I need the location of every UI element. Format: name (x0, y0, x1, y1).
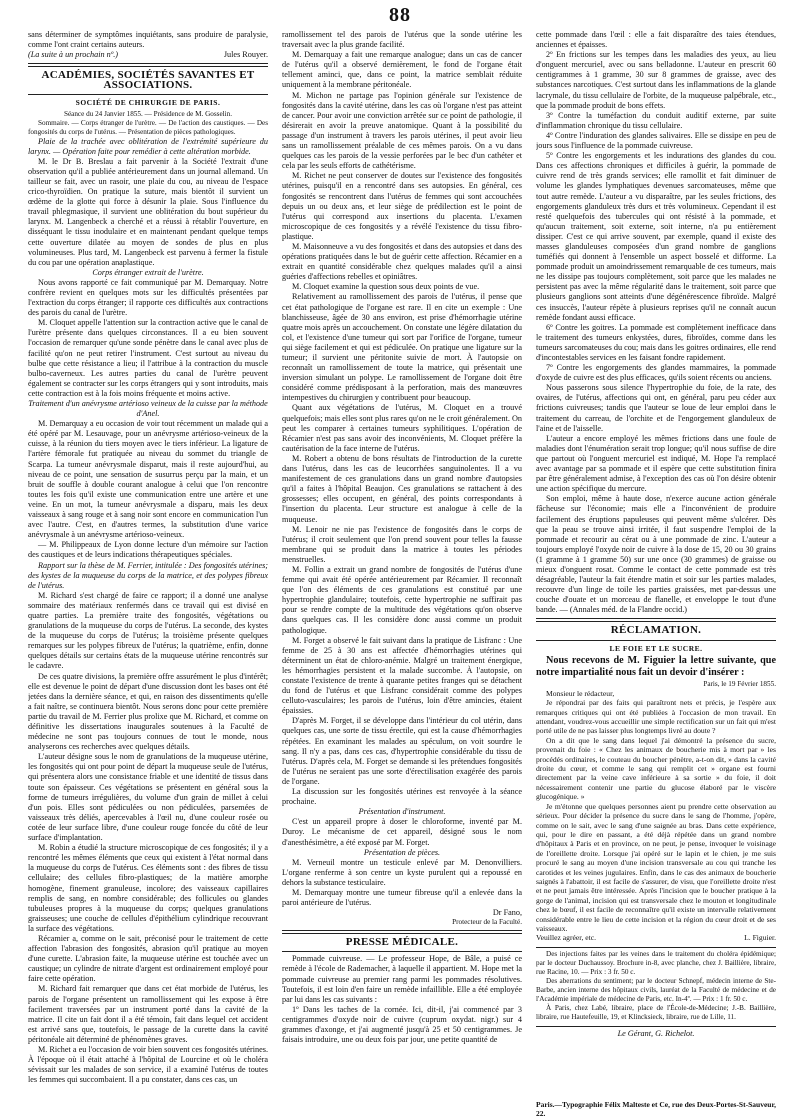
subsection-title: Corps étranger extrait de l'urètre. (92, 267, 204, 277)
paragraph: L'auteur désigne sous le nom de granulations de la muqueuse utérine, les fongosités qui ont pour point de départ la muqueuse seule de l'utérus, qui présentera alors une consistance friable et une identité de tissus dans toute son épaisseur. Ces végétations se présentent en général sous la forme de tumeurs irrégulières, du volume d'un grain de millet à celui d'un pois. Elles sont pédiculées ou non pédiculées, parsemées de vaisseaux très déliés, apercevables à l'œil nu, d'une couleur rosée ou cotée de leur surface libre, d'une couleur rouge foncée du côté de leur surface d'implantation. (28, 752, 268, 843)
paragraph: M. Robert a obtenu de bons résultats de l'introduction de la curette dans l'utérus, dans les cas de leucorrhées sanguinolentes. Il a vu manifestement de ces granulations dans un grand nombre d'autopsies qu'il a faites à l'hôpital Beaujon. Ces granulations se rattachent à des grossesses; elles occupent, en général, des points correspondants à l'insertion du placenta. Leur structure est analogue à celle de la muqueuse. (282, 453, 522, 524)
paragraph: De ces quatre divisions, la première offre assurément le plus d'intérêt; elle est devenue le point de départ d'une discussion dont les bases ont été jetées dans la dernière séance, et qui, en raison des dissentiments qu'elle a fait naître, se continuera bientôt. Nous serons donc pour cette première partie du travail de M. Ferrier plus prolixe que M. Richard, et comme on définitive les dissertations inaugurales soutenues à la Faculté de médecine ne sont pas toujours connues de tout le monde, nous analyserons ces recherches avec quelques détails. (28, 671, 268, 752)
paragraph: M. Maisonneuve a vu des fongosités et dans des autopsies et dans des opérations pratiquées dans le but de guérir cette affection. Récamier en a extrait en quantité considérable chez quelques malades qu'il a ainsi guéries d'affections rebelles et opiniâtres. (282, 241, 522, 282)
paragraph: L'auteur a encore employé les mêmes frictions dans une foule de maladies dont l'énumération serait trop longue; qu'il nous suffise de dire que partout où l'onguent mercuriel est indiqué, M. Hope l'a remplacé avec avantage par sa pommade et il espère que cette substitution finira par être généralement admise, à l'exception des cas où l'on désire obtenir une action spécifique du mercure. (536, 433, 776, 494)
paragraph: 4º Contre l'induration des glandes salivaires. Elle se dissipe en peu de jours sous l'influence de la pommade cuivreuse. (536, 130, 776, 151)
continuation-note: (La suite à un prochain nº.) (28, 50, 119, 60)
society-title: SOCIÉTÉ DE CHIRURGIE DE PARIS. (75, 98, 221, 108)
paragraph: 1º Dans les taches de la cornée. Ici, dit-il, j'ai commencé par 3 centigrammes d'oxyde noir de cuivre (cuprum oxydat. nigr.) sur 4 grammes d'axonge, et j'ai augmenté jusqu'à 25 et 50 centigrammes. Je faisais introduire, une ou deux fois par jour, une petite quantité de (282, 1004, 522, 1045)
paragraph: M. Demarquay a fait une remarque analogue; dans un cas de cancer de l'utérus qu'il a observé dernièrement, le fond de l'organe était tellement aminci, que, dans ce point, la matrice semblait réduite uniquement à la membrane péritonéale. (282, 50, 522, 90)
paragraph: M. Forget a observé le fait suivant dans la pratique de Lisfranc : Une femme de 25 à 30 ans est affectée d'hémorrhagies utérines qui déterminent un état de chloro-anémie. Malgré un traitement énergique, les hémorrhagies persistent et la malade succombe. À l'autopsie, on constate l'existence de trente à quarante petites franges qui se détachent du fond de l'utérus et que Lisfranc considérait comme des polypes celluto-vasculaires; les parois de l'utérus, loin d'être amincies, étaient épaissies. (282, 635, 522, 716)
divider (536, 947, 776, 948)
paragraph: M. Richet a eu l'occasion de voir bien souvent ces fongosités utérines. À l'époque où il était attaché à l'hôpital de Lourcine et où le choléra sévissait sur les malades de son service, il a examiné l'utérus de toutes les femmes qui succombaient. Il a pu constater, dans ces cas, un (28, 1045, 268, 1085)
paragraph: M. Richet ne peut conserver de doutes sur l'existence des fongosités utérines, puisqu'il en a rencontré dans ses autopsies. En général, ces fongosités se rencontrent dans l'utérus de femmes qui sont accouchées depuis un ou deux ans, et leur siège de prédilection est le point de l'utérus qui correspond aux insertions du placenta. L'examen microscopique de ces fongosités y a révélé l'existence du tissu fibro-plastique. (282, 171, 522, 241)
divider (282, 930, 522, 934)
paragraph: — M. Philippeaux de Lyon donne lecture d'un mémoire sur l'action des caustiques et de leurs indications thérapeutiques spéciales. (28, 540, 268, 560)
subsection-title: Traitement d'un anévrysme artérioso veineux de la cuisse par la méthode d'Anel. (28, 399, 268, 419)
paragraph: 6º Contre les goitres. La pommade est complètement inefficace dans le traitement des tumeurs enkystées, dures, fibroïdes, comme dans les tumeurs sarcomateuses du cou; mais dans les goitres ordinaires, elle rend d'incontestables services en les faisant fondre rapidement. (536, 322, 776, 362)
divider (282, 951, 522, 952)
section-title: RÉCLAMATION. (610, 624, 702, 637)
paragraph: M. Verneuil montre un testicule enlevé par M. Denonvilliers. L'organe renferme à son centre un kyste purulent qui a repoussé en dehors la substance testiculaire. (282, 857, 522, 887)
paragraph: D'après M. Forget, il se développe dans l'intérieur du col utérin, dans quelques cas, une sorte de tissu érectile, qui est la cause d'hémorrhagies répétées. En examinant les malades au spéculum, on voit sourdre le sang. Il n'y a pas, dans ces cas, d'hypertrophie considérable du tissu de l'utérus. D'après cela, M. Forget se demande si les prétendues fongosités de l'utérus ne seraient pas une sorte d'érectilisation exagérée des parois de l'organe. (282, 716, 522, 786)
subsection-title: Rapport sur la thèse de M. Ferrier, intitulée : Des fongosités utérines; des kystes de la muqueuse du corps de la matrice, et des polypes fibreux de l'utérus. (28, 560, 268, 590)
announcement: À Paris, chez Labé, libraire, place de l'École-de-Médecine; J.-B. Baillière, libraire, rue Hautefeuille, 19, et Klincksieck, libraire, rue de Lille, 11. (536, 1003, 776, 1021)
divider (536, 1026, 776, 1027)
letter-closing (536, 933, 776, 942)
paragraph: M. Lenoir ne nie pas l'existence de fongosités dans le corps de l'utérus; il croit seulement que l'on prend souvent pour telles la fausse membrane qui se produit dans la matrice à toutes les périodes menstruelles. (282, 524, 522, 564)
subsection-title: LE FOIE ET LE SUCRE. (609, 643, 703, 653)
letter-signature: L. Figuier. (744, 933, 776, 943)
paragraph: Quant aux végétations de l'utérus, M. Cloquet en a trouvé quelquefois; mais elles sont plus rares qu'on ne le croit généralement. On peut les comparer à certaines tumeurs syphilitiques. L'opération de Récamier n'est pas sans avoir des inconvénients, M. Cloquet préfère la cautérisation de la face interne de l'utérus. (282, 403, 522, 453)
paragraph: sans déterminer de symptômes inquiétants, sans produire de paralysie, comme l'ont craint certains auteurs. (28, 30, 268, 50)
column-2 (282, 30, 522, 1090)
summary: Sommaire. — Corps étranger de l'urètre. — De l'action des caustiques. — Des fongosités du corps de l'utérus. — Présentation de pièces pathologiques. (28, 118, 268, 136)
page-number: 88 (389, 4, 411, 26)
letter-salutation: Monsieur le rédacteur, (546, 688, 615, 698)
paragraph: Récamier a, comme on le sait, préconisé pour le traitement de cette affection l'abrasion des fongosités, abrasion qu'il pratique au moyen d'une curette. L'abrasion faite, la muqueuse utérine est touchée avec un caustique; un cylindre de nitrate d'argent est ordinairement employé pour faire cette opération. (28, 933, 268, 984)
signature-role: Protecteur de la Faculté. (452, 918, 522, 927)
subsection-title: Plaie de la trachée avec oblitération de l'extrémité supérieure du larynx. — Opération faite pour remédier à cette altération morbide. (28, 136, 268, 156)
paragraph: Son emploi, même à haute dose, n'exerce aucune action générale fâcheuse sur l'économie; mais elle a l'inconvénient de produire facilement des éruptions papuleuses qui peuvent même s'ulcérer. Dès que la peau se trouve ainsi irritée, il faut suspendre l'emploi de la pommade et recourir au cérat ou à une pommade de zinc. L'auteur a toujours employé l'oxyde noir de cuivre à la dose de 15, 20 ou 30 grains (1 gramme à 1 gramme 50) sur une once (30 grammes) de graisse ou mieux d'onguent rosat. Comme le contact de cette pommade est très désagréable, l'auteur la fait étendre matin et soir sur les parties malades, recouvre d'un linge de toile les parties graissées, met par-dessus une couche d'ouate et un morceau de flanelle, et enveloppe le tout d'une bande. — (Annales méd. de la Flandre occid.) (536, 494, 776, 615)
letter-paragraph: On a dit que le sang dans lequel j'ai démontré la présence du sucre, provenait du foie : « Chez les animaux de boucherie mis à mort par » les procédés ordinaires, le couteau du boucher pénètre, a-t-on dit, » dans la cavité droite du cœur, et comme le sang qui remplit cet » organe est fourni directement par la veine cave inférieure à sa sortie » du foie, il doit nécessairement contenir une partie du glucose élaboré par le viscère glucogénique. » (536, 735, 776, 802)
paragraph: M. Cloquet examine la question sous deux points de vue. (292, 282, 480, 292)
column-3 (536, 30, 776, 1090)
letter-paragraph: Je répondrai par des faits qui paraîtront nets et précis, je l'espère aux remarques critiques qui ont été publiées à l'occasion de mon travail. En attendant, voudrez-vous accueillir une simple rectification sur un fait qui m'est porté utile de ne pas laisser plus longtemps livré au doute ? (536, 698, 776, 736)
paragraph: La discussion sur les fongosités utérines est renvoyée à la séance prochaine. (282, 787, 522, 807)
paragraph: M. Demarquay montre une tumeur fibreuse qu'il a enlevée dans la paroi antérieure de l'utérus. (282, 887, 522, 908)
paragraph: Pommade cuivreuse. — Le professeur Hope, de Bâle, a puisé ce remède à l'école de Rademacher, à laquelle il appartient. M. Hope met la pommade cuivreuse au premier rang parmi les pommades résolutives. Toutefois, il est loin d'en faire un remède infaillible. Elle a été employée par lui dans les cas suivants : (282, 954, 522, 1004)
paragraph: M. Demarquay a eu occasion de voir tout récemment un malade qui a été opéré par M. Lesauvage, pour un anévrysme artérioso-veineux de la cuisse, à la réunion du tiers moyen avec le tiers inférieur. La ligature de l'artère fémorale fut pratiquée au niveau du sommet du triangle de Scarpa. La tumeur anévrysmale disparut, mais il reste aujourd'hui, au niveau de ce point, une sensation de susurrus perçu par la main, et un bruit de souffle à double courant analogue à celui que l'on rencontre toutes les fois qu'il existe une communication entre une artère et une veine. En un mot, la tumeur anévrysmale a disparu, mais les deux vaisseaux à sang rouge et à sang noir sont encore en communication l'un avec l'autre. C'est, en d'autres termes, la substitution d'une varice anévrysmale à un anévrysme artérioso-veineux. (28, 419, 268, 540)
paragraph: Nous avons rapporté ce fait communiqué par M. Demarquay. Notre confrère revient en quelques mots sur les difficultés présentées par l'extraction du corps étranger; il rapporte ces difficultés aux contractions des parois du canal de l'urètre. (28, 277, 268, 318)
subsection-title: Présentation de pièces. (363, 847, 441, 857)
divider (536, 618, 776, 622)
letter-paragraph: Je m'étonne que quelques personnes aient pu prendre cette observation au sérieux. Pour décider la présence du sucre dans le sang de l'homme, j'opère, comme on le sait, avec le sang d'une saignée au bras. Dans cette expérience, qui, pour le dire en passant, a été déjà répétée dans un grand nombre d'hôpitaux à Paris et en province, on ne peut, je pense, invoquer le voisinage de l'oreillette droite. Lorsque j'ai opéré sur le lapin et le chien, je me suis procuré le sang au moyen d'une incision transversale au cou qui tranche les carotides et les veines jugulaires. Enfin, dans le cas des animaux de boucherie saignés à l'abattoir, il est facile de s'assurer, de visu, que l'oreillette droite n'est et ne peut jamais être intéressée. Après l'incision que le boucher pratique à la gorge de l'animal, incision qui est transversale chez le mouton et longitudinale chez le bœuf, il est facile de reconnaître qu'il existe un intervalle relativement considérable entre le lieu de cette incision et la région du cœur droit et de ses vaisseaux. (536, 801, 776, 933)
paragraph: M. le Dr B. Breslau a fait parvenir à la Société l'extrait d'une observation qu'il a publiée antérieurement dans un journal allemand. Un tailleur se fait, avec un rasoir, une plaie du cou, au niveau de l'espace crico-thyroïdien. On pratique la suture, mais bientôt il survient un œdème de la glotte qui force à désunir la plaie. Sous l'influence du travail phlegmasique, il survient une oblitération du bout supérieur du larynx. M. Langenbeck a cherché et a réussi à rétablir l'ouverture, en disséquant le tissu inodulaire et en maintenant pendant quelque temps cette ouverture dilatée au moyen de sondes de plus en plus volumineuses. Plus tard, M. Langenbeck est parvenu à fermer la fistule du cou par une opération anaplastique. (28, 156, 268, 267)
paragraph: ramollissement tel des parois de l'utérus que la sonde utérine les traversait avec la plus grande facilité. (282, 30, 522, 50)
section-title: ACADÉMIES, SOCIÉTÉS SAVANTES ET ASSOCIATIONS. (41, 69, 255, 92)
paragraph: 7º Contre les engorgements des glandes mammaires, la pommade d'oxyde de cuivre est des plus efficaces, qu'ils soient récents ou anciens. (536, 363, 776, 383)
printer-footer: Paris.—Typographie Félix Malteste et Ce, rue des Deux-Portes-St-Sauveur, 22. (536, 1100, 776, 1118)
paragraph: M. Michon ne partage pas l'opinion générale sur l'existence de fongosités dans la cavité utérine, dans les cas où l'organe n'est pas atteint de cancer. Pour avoir une conviction arrêtée sur ce point de pathologie, il désirerait en avoir la preuve anatomique. Quant à la possibilité du passage d'un instrument à travers les parois utérines, il peut avoir lieu sans un ramollissement préalable de ces mêmes parois. On a vu dans quelques cas les parois de la vessie perforées par le bec d'un cathéter et cela par les seuls efforts de cathétérisme. (282, 90, 522, 171)
divider (28, 63, 268, 67)
paragraph: M. Richard s'est chargé de faire ce rapport; il a donné une analyse sommaire des matériaux renfermés dans ce travail qui est divisé en quatre parties. La première traite des fongosités, végétations ou granulations de la muqueuse du corps de l'utérus. La seconde, des kystes de la muqueuse du corps de l'utérus; la troisième présente quelques remarques sur les polypes fibreux de l'utérus; la quatrième, enfin, donne quelques détails sur certains états de la muqueuse utérine rencontrés sur le cadavre. (28, 590, 268, 671)
paragraph: cette pommade dans l'œil : elle a fait disparaître des taies étendues, anciennes et épaisses. (536, 30, 776, 50)
paragraph: Relativement au ramollissement des parois de l'utérus, il pense que cet état pathologique de l'organe est rare. Il en cite un exemple : Une blanchisseuse, âgée de 30 ans environ, est prise d'hémorrhagie utérine quatre mois après un accouchement. On constate une légère dilatation du col, et l'existence d'une tumeur qui sort par l'orifice de l'organe, tumeur qui siège facilement et qui est pédiculée. On pratique une ligature sur la tumeur; il survient une péritonite suivie de mort. À l'autopsie on reconnaît un ramollissement de toute la matrice, qui présentait une inversion simulant un polype. Le ramollissement de l'organe doit être considéré comme prédisposant à la perforation, mais des manœuvres intempestives du chirurgien y contribuent pour beaucoup. (282, 292, 522, 403)
paragraph: 3º Contre la tuméfaction du conduit auditif externe, par suite d'inflammation chronique du tissu cellulaire. (536, 110, 776, 130)
paragraph: M. Follin a extrait un grand nombre de fongosités de l'utérus d'une femme qui avait été opérée antérieurement par Récamier. Il reconnaît que l'on des éléments de ces granulations est constitué par une hypertrophie glandulaire; toutefois, cette hypertrophie ne suffirait pas pour se rendre compte de la multitude des végétations qu'on observe dans quelques cas. Il les considère donc aussi comme un produit pathologique. (282, 564, 522, 635)
paragraph: 2º En frictions sur les tempes dans les maladies des yeux, au lieu d'onguent mercuriel, avec ou sans belladonne. L'auteur en prescrit 60 centigrammes à 1 gramme, 30 sur 8 grammes de graisse, avec des substances narcotiques. C'est surtout dans les inflammations de la glande lacrymale, du tissu cellulaire de l'orbite, de la muqueuse palpébrale, etc., que la pommade produit de bons effets. (536, 50, 776, 110)
section-title: PRESSE MÉDICALE. (345, 936, 459, 949)
divider (28, 94, 268, 95)
intro-footer (28, 50, 268, 60)
lead-paragraph: Nous recevons de M. Figuier la lettre suivante, que notre impartialité nous fait un devoir d'insérer : (536, 654, 776, 679)
closing-formula: Veuillez agréer, etc. (536, 933, 596, 943)
paragraph: M. Richard fait remarquer que dans cet état morbide de l'utérus, les parois de l'organe présentent un ramollissement qui les expose à être facilement traversées par un instrument porté dans la cavité de la matrice. Il cite un fait dont il a été témoin, fait dans lequel cet accident est arrivé sans que, toutefois, le passage de la curette dans la cavité péritonéale ait déterminé de phénomènes graves. (28, 984, 268, 1044)
letter-date: Paris, le 19 Février 1855. (703, 679, 776, 688)
paragraph: M. Cloquet appelle l'attention sur la contraction active que le canal de l'urètre présente dans quelques circonstances. Il a eu bien souvent l'occasion de remarquer qu'une sonde pénètre dans le canal avec plus de facilité qu'on ne peut retirer l'instrument. C'est surtout au niveau du bulbe que cette résistance a lieu; il l'attribue à la contraction du muscle bulbo-caverneux. Les autres parties du canal de l'urètre peuvent également se contracter sur les corps étrangers qui y sont introduits, mais cette contraction est à la fois moins fréquente et moins active. (28, 318, 268, 398)
gerant-line: Le Gérant, G. Richelot. (617, 1028, 695, 1038)
paragraph: C'est un appareil propre à doser le chloroforme, inventé par M. Duroy. Le mécanisme de cet appareil, désigné sous le nom d'anesthésimètre, a été exposé par M. Forget. (282, 817, 522, 847)
paragraph: Nous passerons sous silence l'hypertrophie du foie, de la rate, des ovaires, de l'utérus, affections qui ont, en général, paru peu céder aux frictions cuivreuses; tandis que l'auteur se loue de leur emploi dans le traitement du carreau, de l'orchite et de l'engorgement glanduleux de l'aine et de l'aisselle. (536, 383, 776, 433)
subsection-title: Présentation d'instrument. (358, 807, 446, 817)
signature: Dr Fano, (492, 908, 522, 918)
announcement: Des aberrations du sentiment; par le docteur Schnepf, médecin interne de Ste-Barbe, ancien interne des hôpitaux civils, lauréat de la Faculté de médecine et de l'Académie impériale de médecine de Paris, etc. In-4º. — Prix : 1 fr. 50 c. (536, 976, 776, 1003)
announcement: Des injections faites par les veines dans le traitement du choléra épidémique; par le docteur Duchaussoy. Brochure in-8, avec planche, chez J. Baillière, libraire, rue Racine, 10. — Prix : 3 fr. 50 c. (536, 949, 776, 976)
divider (536, 640, 776, 641)
paragraph: 5º Contre les engorgements et les indurations des glandes du cou. Dans ces affections chroniques et difficiles à guérir, la pommade de cuivre rend de très grands services; elle ramollit et fait diminuer de volume les glandes lymphatiques devenues sarcomateuses, même que tout autre remède. L'auteur a vu disparaître, par les seules frictions, des engorgements glanduleux très durs et très volumineux. Cependant il est resté quelquefois des tubercules qui ont résisté à la pommade, et qu'aucun traitement, soit externe, soit interne, n'a pu entièrement dissiper. C'est ce qui arrive souvent, par exemple, quand il existe des masses glanduleuses composées d'un grand nombre de ganglions tuméfiés qui donnent à l'ensemble un aspect bosselé et difforme. La pommade produit un amoindrissement remarquable de ces tumeurs, mais ne les dissipe pas toujours complètement, soit parce que les malades ne persistent pas avec la même régularité dans le traitement, soit parce que plusieurs ganglions sont atteints d'une dégénérescence fibroïde. Malgré ces insuccès, l'auteur répète à plusieurs reprises qu'il ne connaît aucun remède fondant aussi efficace. (536, 151, 776, 322)
author-name: Jules Rouyer. (223, 50, 268, 60)
session-line: Séance du 24 Janvier 1855. — Présidence de M. Gosselin. (63, 109, 233, 118)
paragraph: M. Robin a étudié la structure microscopique de ces fongosités; il y a rencontré les mêmes éléments que ceux qui existent à l'état normal dans la muqueuse du corps de l'utérus. Ces éléments sont : des fibres de tissu cellulaire; des cellules fibro-plastiques; de la matière amorphe homogène, finement granuleuse, incolore; des vaisseaux capillaires remplis de sang, en nombre considérable; des follicules ou glandes tubuleuses propres à la muqueuse du corps; quelques granulations graisseuses; une couche de cellules d'épithélium cylindrique recouvrant la surface des végétations. (28, 843, 268, 933)
column-1 (28, 30, 268, 1090)
